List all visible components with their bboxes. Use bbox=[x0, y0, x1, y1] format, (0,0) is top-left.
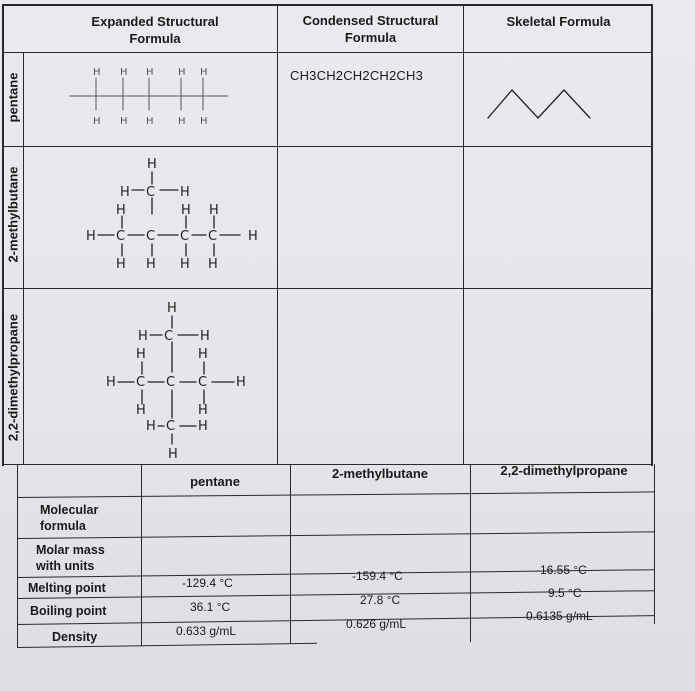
density-pentane: 0.633 g/mL bbox=[176, 624, 237, 638]
header-condensed-line2: Formula bbox=[344, 30, 397, 45]
melting-point-pentane: -129.4 °C bbox=[182, 576, 233, 590]
svg-text:H: H bbox=[198, 403, 208, 418]
svg-text:H: H bbox=[138, 329, 148, 344]
col-header-2-2-dimethylpropane: 2,2-dimethylpropane bbox=[500, 463, 628, 478]
svg-text:C: C bbox=[208, 229, 218, 244]
svg-text:H: H bbox=[146, 257, 156, 272]
row-label-2-2-dimethylpropane: 2,2-dimethylpropane bbox=[5, 313, 21, 442]
column-divider-2 bbox=[463, 5, 464, 465]
props-col-divider-2 bbox=[470, 464, 471, 642]
melting-point-2-methylbutane: -159.4 °C bbox=[352, 569, 403, 583]
svg-text:H: H bbox=[180, 185, 190, 200]
label-column-divider bbox=[23, 52, 24, 464]
svg-text:H: H bbox=[86, 229, 96, 244]
svg-text:H: H bbox=[146, 419, 156, 434]
header-row-divider bbox=[2, 52, 652, 53]
header-expanded-line1: Expanded Structural bbox=[91, 14, 219, 29]
col-header-2-methylbutane: 2-methylbutane bbox=[331, 466, 429, 481]
svg-text:H: H bbox=[200, 67, 208, 78]
density-2-methylbutane: 0.626 g/mL bbox=[346, 617, 407, 631]
svg-text:H: H bbox=[167, 301, 177, 316]
boiling-point-2-2-dimethylpropane: 9.5 °C bbox=[548, 586, 582, 600]
prop-label-melting-point: Melting point bbox=[28, 581, 106, 595]
melting-point-2-2-dimethylpropane: -16.55 °C bbox=[536, 563, 587, 577]
svg-text:H: H bbox=[178, 67, 186, 78]
svg-text:H: H bbox=[208, 257, 218, 272]
svg-text:H: H bbox=[147, 157, 157, 172]
svg-text:H: H bbox=[168, 447, 178, 462]
props-col-divider-0 bbox=[141, 464, 142, 646]
svg-text:C: C bbox=[136, 375, 146, 390]
row-label-2-methylbutane: 2-methylbutane bbox=[5, 166, 21, 263]
svg-text:C: C bbox=[166, 375, 176, 390]
svg-text:C: C bbox=[116, 229, 126, 244]
svg-text:H: H bbox=[136, 403, 146, 418]
table-border-top bbox=[2, 4, 652, 6]
props-header-divider bbox=[17, 491, 655, 498]
header-expanded bbox=[60, 13, 250, 47]
svg-text:H: H bbox=[146, 116, 154, 127]
col-header-pentane: pentane bbox=[190, 474, 240, 489]
prop-label-boiling-point: Boiling point bbox=[30, 604, 107, 618]
row-divider-1 bbox=[2, 146, 652, 147]
pentane-expanded-structure bbox=[68, 66, 238, 126]
svg-text:H: H bbox=[93, 116, 101, 127]
2-2-dimethylpropane-expanded-structure bbox=[100, 296, 290, 466]
svg-text:C: C bbox=[180, 229, 190, 244]
svg-text:H: H bbox=[116, 203, 126, 218]
header-condensed-line1: Condensed Structural bbox=[302, 13, 439, 28]
svg-text:H: H bbox=[236, 375, 246, 390]
svg-text:H: H bbox=[198, 347, 208, 362]
svg-text:C: C bbox=[198, 375, 208, 390]
2-methylbutane-expanded-structure bbox=[80, 152, 270, 282]
props-col-divider-1 bbox=[290, 464, 291, 644]
table-border-left bbox=[2, 4, 4, 466]
row-label-pentane: pentane bbox=[5, 72, 21, 123]
row-divider-2 bbox=[2, 288, 652, 289]
svg-text:H: H bbox=[200, 329, 210, 344]
svg-text:H: H bbox=[178, 116, 186, 127]
props-border-left bbox=[17, 464, 18, 648]
svg-text:C: C bbox=[166, 419, 176, 434]
boiling-point-2-methylbutane: 27.8 °C bbox=[360, 593, 401, 607]
boiling-point-pentane: 36.1 °C bbox=[190, 600, 231, 614]
svg-text:H: H bbox=[209, 203, 219, 218]
svg-text:H: H bbox=[93, 67, 101, 78]
svg-text:C: C bbox=[146, 185, 156, 200]
header-condensed bbox=[278, 12, 463, 46]
header-expanded-line2: Formula bbox=[129, 31, 181, 46]
svg-text:H: H bbox=[106, 375, 116, 390]
svg-text:H: H bbox=[180, 257, 190, 272]
svg-text:C: C bbox=[164, 329, 174, 344]
svg-text:H: H bbox=[181, 203, 191, 218]
table-border-right bbox=[651, 4, 653, 466]
svg-text:H: H bbox=[200, 116, 208, 127]
svg-text:H: H bbox=[198, 419, 208, 434]
prop-label-density: Density bbox=[52, 630, 98, 644]
header-skeletal: Skeletal Formula bbox=[506, 14, 611, 29]
svg-text:H: H bbox=[136, 347, 146, 362]
pentane-skeletal-structure bbox=[486, 84, 606, 124]
svg-text:H: H bbox=[248, 229, 258, 244]
props-border-right bbox=[654, 464, 655, 624]
prop-label-molecular-formula: Molecular formula bbox=[40, 503, 99, 533]
svg-text:H: H bbox=[120, 116, 128, 127]
svg-text:H: H bbox=[116, 257, 126, 272]
svg-text:C: C bbox=[146, 229, 156, 244]
density-2-2-dimethylpropane: 0.6135 g/mL bbox=[526, 609, 593, 623]
pentane-condensed-formula: CH3CH2CH2CH2CH3 bbox=[290, 68, 424, 83]
svg-text:H: H bbox=[146, 67, 154, 78]
prop-label-molar-mass: Molar mass with units bbox=[36, 543, 105, 573]
svg-text:H: H bbox=[120, 185, 130, 200]
svg-text:H: H bbox=[120, 67, 128, 78]
